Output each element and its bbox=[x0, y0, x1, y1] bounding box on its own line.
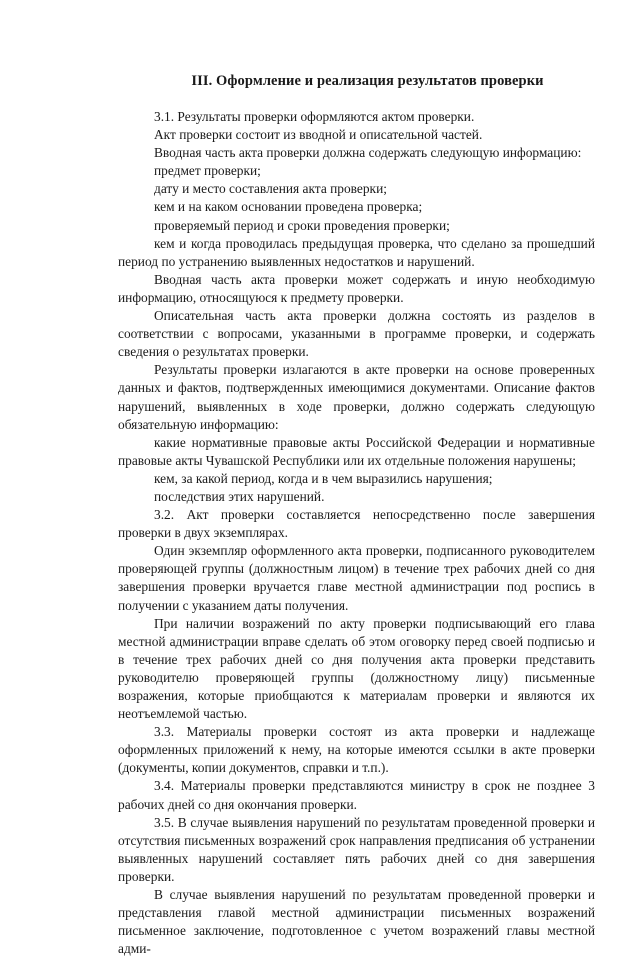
paragraph: Вводная часть акта проверки должна содержать следующую информацию: bbox=[154, 145, 582, 161]
section-title: III. Оформление и реализация результатов проверки bbox=[191, 73, 544, 89]
paragraph: 3.1. Результаты проверки оформляются актом проверки. bbox=[154, 109, 475, 124]
paragraph: Вводная часть акта проверки может содержать и иную необходимую информацию, относящуюся к предмету проверки. bbox=[118, 271, 595, 305]
paragraph: Один экземпляр оформленного акта проверки, подписанного руководителем проверяющей группы (должностным лицом) в течение трех рабочих дней со дня завершения проверки вручается главе местной администрации под роспись в получении с указанием даты получения. bbox=[118, 543, 595, 613]
paragraph: В случае выявления нарушений по результатам проведенной проверки и представления главой местной администрации письменных возражений письменное заключение, подготовленное с учетом возражений главы местной адми- bbox=[118, 887, 595, 957]
paragraph: Результаты проверки излагаются в акте проверки на основе проверенных данных и фактов, подтвержденных имеющимися документами. Описание фактов нарушений, выявленных в ходе проверки, должно содержать следующую обязательную информацию: bbox=[118, 362, 595, 432]
paragraph: Акт проверки состоит из вводной и описательной частей. bbox=[154, 127, 483, 143]
paragraph: При наличии возражений по акту проверки подписывающий его глава местной администрации вправе сделать об этом оговорку перед своей подписью и в течение трех рабочих дней со дня получения акта проверки представить руководителю проверяющей группы (должностному лицу) письменные возражения, которые приобщаются к материалам проверки и являются их неотъемлемой частью. bbox=[118, 615, 595, 722]
paragraph: предмет проверки; bbox=[154, 163, 261, 179]
paragraph: кем и когда проводилась предыдущая проверка, что сделано за прошедший период по устранению выявленных недостатков и нарушений. bbox=[118, 235, 595, 269]
paragraph: Описательная часть акта проверки должна состоять из разделов в соответствии с вопросами, указанными в программе проверки, и содержать сведения о результатах проверки. bbox=[118, 308, 595, 360]
paragraph: кем и на каком основании проведена проверка; bbox=[154, 199, 423, 215]
document-body bbox=[118, 108, 595, 958]
paragraph: 3.2. Акт проверки составляется непосредственно после завершения проверки в двух экземплярах. bbox=[118, 507, 595, 541]
paragraph: 3.4. Материалы проверки представляются министру в срок не позднее 3 рабочих дней со дня окончания проверки. bbox=[118, 778, 595, 812]
paragraph: 3.3. Материалы проверки состоят из акта проверки и надлежаще оформленных приложений к нему, на которые имеются ссылки в акте проверки (документы, копии документов, справки и т.п.). bbox=[118, 724, 595, 776]
paragraph: проверяемый период и сроки проведения проверки; bbox=[154, 217, 450, 233]
paragraph: последствия этих нарушений. bbox=[154, 488, 325, 504]
paragraph: дату и место составления акта проверки; bbox=[154, 181, 387, 197]
paragraph: 3.5. В случае выявления нарушений по результатам проведенной проверки и отсутствия письменных возражений срок направления предписания об устранении выявленных нарушений составляет пять рабочих дней со дня завершения проверки. bbox=[118, 814, 595, 884]
paragraph: кем, за какой период, когда и в чем выразились нарушения; bbox=[154, 470, 493, 486]
paragraph: какие нормативные правовые акты Российской Федерации и нормативные правовые акты Чувашской Республики или их отдельные положения нарушены; bbox=[118, 434, 595, 468]
